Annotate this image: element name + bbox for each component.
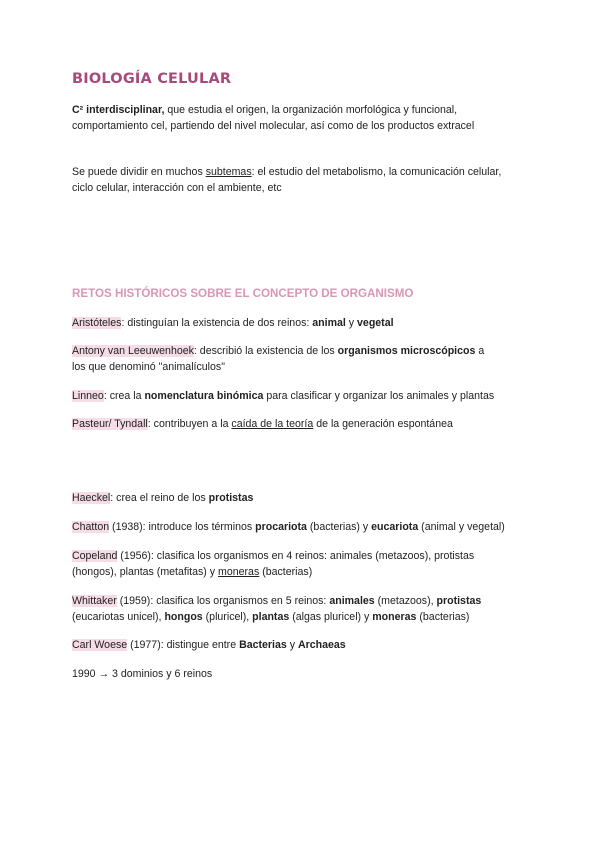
woese-entry xyxy=(72,638,346,654)
text-run: (hongos), plantas (metafitas) y xyxy=(72,565,219,578)
text-run: : crea el reino de los xyxy=(110,492,209,504)
document-title: BIOLOGÍA CELULAR xyxy=(72,71,232,87)
text-run: (bacterias) y xyxy=(306,521,372,533)
text-run: (bacterias) xyxy=(259,565,313,578)
text-line xyxy=(72,417,453,433)
highlighted-name: Carl Woese xyxy=(72,639,128,651)
text-line xyxy=(72,316,394,332)
year-1990-entry xyxy=(72,667,212,683)
text-line xyxy=(72,565,474,581)
highlighted-name: Antony van Leeuwenhoek xyxy=(72,345,194,357)
text-run: comportamiento cel, partiendo del nivel molecular, así como de los productos extracel xyxy=(72,119,475,132)
text-run: : el estudio del metabolismo, la comunicación celular, xyxy=(251,166,502,178)
highlighted-name: Linneo xyxy=(72,390,104,402)
leeuwenhoek-entry xyxy=(72,344,484,375)
bold-term: protistas xyxy=(208,492,254,504)
text-run: de la generación espontánea xyxy=(313,418,453,430)
text-line xyxy=(72,103,474,119)
text-line xyxy=(72,389,494,405)
text-run: (1977): distingue entre xyxy=(127,639,240,651)
bold-term: protistas xyxy=(436,595,482,607)
bold-term: hongos xyxy=(164,610,203,623)
text-line xyxy=(72,610,481,626)
highlighted-name: Chatton xyxy=(72,521,110,533)
bold-term: moneras xyxy=(372,610,417,623)
bold-term: animales xyxy=(329,595,375,607)
text-line xyxy=(72,181,501,197)
text-run: a xyxy=(475,345,485,357)
highlighted-name: Pasteur/ Tyndall xyxy=(72,418,148,430)
bold-term: C² interdisciplinar, xyxy=(72,104,165,116)
highlighted-name: Haeckel xyxy=(72,492,111,504)
text-run: (1938): introduce los términos xyxy=(109,521,256,533)
underlined-term: subtemas xyxy=(205,166,252,178)
text-run: (animal y vegetal) xyxy=(418,521,505,533)
intro-paragraph xyxy=(72,103,474,134)
bold-term: procariota xyxy=(255,521,307,533)
bold-term: animal xyxy=(312,317,346,329)
text-run: y xyxy=(286,639,298,651)
bold-term: vegetal xyxy=(357,317,394,329)
text-run: (1956): clasifica los organismos en 4 reinos: animales (metazoos), protistas xyxy=(117,550,475,562)
bold-term: nomenclatura binómica xyxy=(144,390,264,402)
text-run: (metazoos), xyxy=(374,595,437,607)
text-run: los que denominó "animalículos" xyxy=(72,360,225,373)
underlined-term: moneras xyxy=(218,565,260,578)
copeland-entry xyxy=(72,549,474,580)
text-run: ciclo celular, interacción con el ambiente, etc xyxy=(72,181,282,194)
bold-term: Archaeas xyxy=(297,639,346,651)
text-run: y xyxy=(345,317,358,329)
text-run: : contribuyen a la xyxy=(147,418,232,430)
text-run: para clasificar y organizar los animales y plantas xyxy=(263,390,495,402)
subtopics-paragraph xyxy=(72,165,501,196)
bold-term: plantas xyxy=(252,610,290,623)
text-line xyxy=(72,165,501,181)
text-run: (1959): clasifica los organismos en 5 reinos: xyxy=(116,595,330,607)
linneo-entry xyxy=(72,389,494,405)
text-line xyxy=(72,360,484,376)
whittaker-entry xyxy=(72,594,481,625)
section-heading: RETOS HISTÓRICOS SOBRE EL CONCEPTO DE ORGANISMO xyxy=(72,287,414,300)
text-run: 1990 → 3 dominios y 6 reinos xyxy=(72,668,213,680)
haeckel-entry xyxy=(72,491,253,507)
text-line xyxy=(72,667,212,683)
text-line xyxy=(72,491,253,507)
text-line xyxy=(72,520,505,536)
text-run: (bacterias) xyxy=(416,610,470,623)
text-line xyxy=(72,594,481,610)
bold-term: Bacterias xyxy=(239,639,287,651)
aristoteles-entry xyxy=(72,316,394,332)
text-line xyxy=(72,119,474,135)
text-run: : crea la xyxy=(103,390,145,402)
text-run: : distinguían la existencia de dos reinos: xyxy=(121,317,313,329)
bold-term: organismos microscópicos xyxy=(337,345,476,357)
underlined-term: caída de la teoría xyxy=(231,418,314,430)
highlighted-name: Whittaker xyxy=(72,595,117,607)
highlighted-name: Aristóteles xyxy=(72,317,122,329)
text-run: que estudia el origen, la organización morfológica y funcional, xyxy=(164,104,458,116)
text-run: (pluricel), xyxy=(202,610,253,623)
text-line xyxy=(72,549,474,565)
chatton-entry xyxy=(72,520,505,536)
text-run: Se puede dividir en muchos xyxy=(72,166,206,178)
text-line xyxy=(72,344,484,360)
text-line xyxy=(72,638,346,654)
text-run: (eucariotas unicel), xyxy=(72,610,165,623)
bold-term: eucariota xyxy=(371,521,419,533)
highlighted-name: Copeland xyxy=(72,550,118,562)
pasteur-tyndall-entry xyxy=(72,417,453,433)
text-run: (algas pluricel) y xyxy=(289,610,373,623)
text-run: : describió la existencia de los xyxy=(193,345,338,357)
